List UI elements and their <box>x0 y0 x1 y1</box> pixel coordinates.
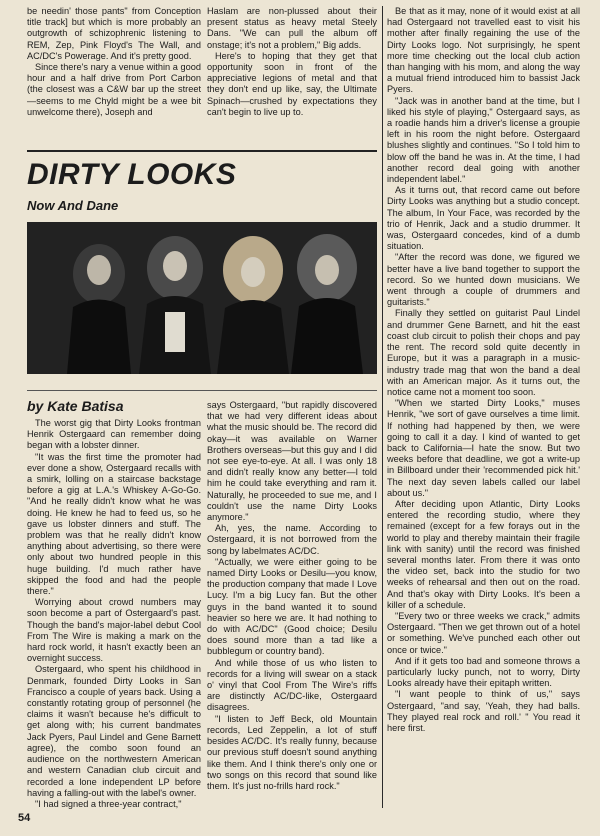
paragraph: "Jack was in another band at the time, but I liked his style of playing," Ostergaard says, as a roadie hands him a driver's license a groupie left in his room the night before. Ostergaard blushes slightly and continues. "So I told him to blow off the band he was in. At the time, I had another record deal going with another independent label." <box>387 95 580 185</box>
paragraph: "When we started Dirty Looks," muses Henrik, "we sort of gave ourselves a time limit. If nothing had happened by then, we were going to call it a day. I kind of wanted to get back to California—I hate the snow. But two weeks before that deadline, we got a write-up in Billboard under their 'recommended pick hit.' The next day seven labels called our label about us." <box>387 398 580 498</box>
section-divider <box>27 150 377 152</box>
paragraph: Ostergaard, who spent his childhood in Denmark, founded Dirty Looks in San Francisco a couple of years back. Using a constantly rotating group of personnel (he claims it wasn't because he's difficult to get along with; his current bandmates Jack Pyers, Paul Lindel and Gene Barnett agree), the combo soon found an audience on the northwestern American and western Canadian club circuit and recorded a lone independent LP before having a falling-out with the label's owner. <box>27 664 201 798</box>
paragraph: Be that as it may, none of it would exist at all had Ostergaard not travelled east to visit his mother after finally regaining the use of the Dirty Looks logo. Not surprisingly, he spent more time checking out the local club action than hanging with his mom, and along the way a mutual friend introduced him to bassist Jack Pyers. <box>387 6 580 95</box>
paragraph: "It was the first time the promoter had ever done a show, Ostergaard recalls with a smirk, lolling on a staircase backstage before a gig at L.A.'s Whiskey A-Go-Go. "And he really didn't know what he was doing. He knew he had to feed us, so he gave us lobster dinners and stuff. The problem was that he really didn't know anything about advertising, so there were only about two hundred people in this huge building. I'd much rather have skipped the food and had the people there." <box>27 451 201 597</box>
paragraph: Haslam are non-plussed about their present status as heavy metal Steely Dans. "We can pull the album off onstage; it's not a problem," Big adds. <box>207 6 377 50</box>
paragraph: "After the record was done, we figured we better have a live band together to support the record. So we hunted down musicians. We went through a couple of drummers and guitarists." <box>387 252 580 308</box>
article-column-1 <box>27 418 201 810</box>
paragraph: says Ostergaard, "but rapidly discovered that we had very different ideas about what the music should be. The record did okay—it was available on Warner Brothers overseas—but this guy and I did not see eye-to-eye. At all. I was only 18 and didn't really know any better—I told him he could take everything and ram it. Naturally, he proceeded to sue me, and I couldn't use the name Dirty Looks anymore." <box>207 400 377 523</box>
paragraph: "Actually, we were either going to be named Dirty Looks or Desilu—you know, the production company that made I Love Lucy. I'm a big Lucy fan. But the other guys in the band wanted it to sound heavier so here we are. It had nothing to do with AC/DC" (Good choice; Desilu does sound more than a tad like a bubblegum or country band). <box>207 556 377 657</box>
paragraph: Here's to hoping that they get that opportunity soon in front of the appreciative legions of metal and that they don't end up like, say, the Ultimate Spinach—crushed by expectations they can't begin to live up to. <box>207 50 377 117</box>
paragraph: As it turns out, that record came out before Dirty Looks was anything but a studio concept. The album, In Your Face, was recorded by the trio of Henrik, Jack and a studio drummer. It was, Ostergaard concedes, kind of a dumb situation. <box>387 185 580 252</box>
byline: by Kate Batisa <box>27 398 124 414</box>
paragraph: After deciding upon Atlantic, Dirty Looks entered the recording studio, where they remained (except for a few forays out in the world to play and thereby maintain their fragile link with sanity) until the record was finished several months later. From there it was onto the video set, back into the studio for two weeks of rehearsal and then out on the road. And that's okay with Dirty Looks. It's been a killer of a schedule. <box>387 498 580 610</box>
previous-article-column-1 <box>27 6 201 118</box>
paragraph: And if it gets too bad and someone throws a particularly lucky punch, not to worry, Dirty Looks already have their epitaph written. <box>387 655 580 689</box>
previous-article-column-2 <box>207 6 377 118</box>
paragraph: Ah, yes, the name. According to Ostergaard, it is not borrowed from the song by labelmates AC/DC. <box>207 523 377 556</box>
paragraph: "I had signed a three-year contract," <box>35 798 182 809</box>
article-column-3 <box>387 6 580 734</box>
column-divider <box>382 6 383 808</box>
paragraph: And while those of us who listen to records for a living will swear on a stack o' vinyl that Cool From The Wire's riffs are distinctly AC/DC-like, Ostergaard disagrees. <box>207 657 377 713</box>
paragraph: Finally they settled on guitarist Paul Lindel and drummer Gene Barnett, and hit the east coast club circuit to polish their chops and pay the rent. The record sold quite decently in Europe, but it was a paragraph in a music-industry trade mag that won the band a deal with an American major. As it turns out, the notice came not a moment too soon. <box>387 308 580 397</box>
paragraph: "I want people to think of us," says Ostergaard, "and say, 'Yeah, they had balls. They played real rock and roll.' " You read it here first. <box>387 689 580 733</box>
paragraph: Since there's nary a venue within a good hour and a half drive from Port Carbon (the closest was a C&W bar up the street—seems to me Chyld might be a wee bit unwelcome there), Joseph and <box>27 62 201 117</box>
paragraph: be needin' those pants" from Conception title track] but which is more probably an outgrowth of schizophrenic listening to REM, Zep, Pink Floyd's The Wall, and AC/DC's Powerage. And it's pretty good. <box>27 6 201 61</box>
paragraph: The worst gig that Dirty Looks frontman Henrik Ostergaard can remember doing began with a lobster dinner. <box>27 418 201 451</box>
article-headline: DIRTY LOOKS <box>27 158 237 191</box>
article-column-2 <box>207 400 377 792</box>
byline-divider <box>27 390 377 391</box>
paragraph: "I listen to Jeff Beck, old Mountain records, Led Zeppelin, a lot of stuff besides AC/DC. It's really funny, because our previous stuff doesn't sound anything like them. And I think there's only one or two songs on this record that sound like them. It's just no-frills hard rock." <box>207 713 377 791</box>
paragraph: Worrying about crowd numbers may soon become a part of Ostergaard's past. Though the band's major-label debut Cool From The Wire is making a mark on the hard rock world, it hasn't exactly been an overnight success. <box>27 597 201 664</box>
paragraph: "Every two or three weeks we crack," admits Ostergaard. "Then we get thrown out of a hotel or something. We've punched each other out once or twice." <box>387 610 580 655</box>
band-photo <box>27 222 377 374</box>
band-photo-icon <box>27 222 377 374</box>
article-subhead: Now And Dane <box>27 198 119 213</box>
page-number: 54 <box>18 812 31 824</box>
